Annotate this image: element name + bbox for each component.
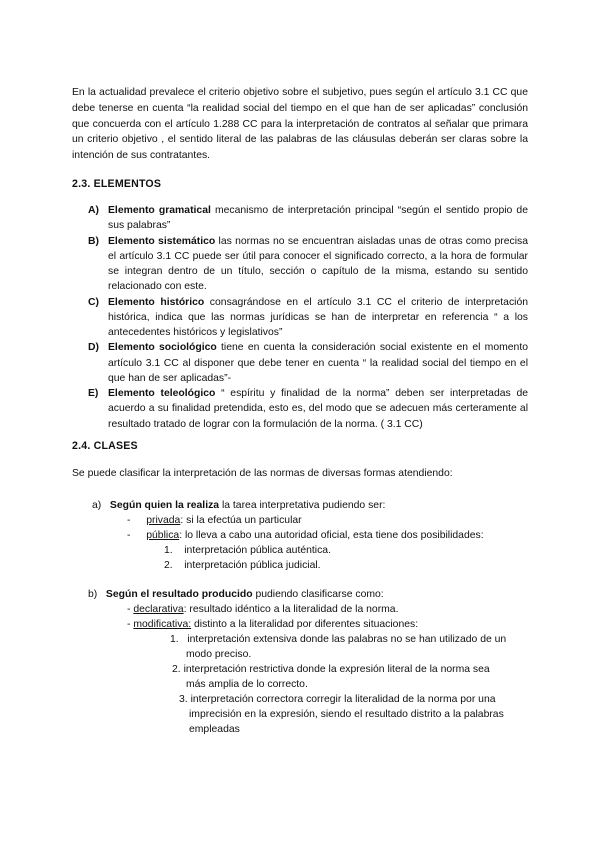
clase-b-declarativa: - declarativa: resultado idéntico a la literalidad de la norma.	[127, 604, 399, 615]
clase-b-sub-1-cont: modo preciso.	[186, 649, 252, 660]
clase-a-publica: - pública: lo lleva a cabo una autoridad oficial, esta tiene dos posibilidades:	[127, 530, 484, 541]
element-term: Elemento sistemático	[108, 235, 216, 247]
clase-b-sub-2-cont: más amplia de lo correcto.	[186, 679, 308, 690]
element-term: Elemento teleológico	[108, 388, 216, 400]
intro-paragraph: En la actualidad prevalece el criterio objetivo sobre el subjetivo, pues según el artículo 3.1 CC que debe tenerse en cuenta “la realidad social del tiempo en el que han de ser aplicadas” conclusión que concuerda con el artículo 1.288 CC para la interpretación de contratos al señalar que primara un criterio objetivo , el sentido literal de las palabras de las cláusulas deberán ser claras sobre la intención de sus contratantes.	[72, 87, 528, 162]
element-term: Elemento gramatical	[108, 205, 211, 216]
clases-intro: Se puede clasificar la interpretación de las normas de diversas formas atendiendo:	[72, 468, 453, 479]
element-item: B) Elemento sistemático las normas no se encuentran aisladas unas de otras como precisa el artículo 3.1 CC puede ser útil para conocer el significado correcto, a la hora de formular se integran dentro de un título, sección o capítulo de la misma, estando su sentido relacionado con este.	[88, 235, 528, 293]
clase-b-sub-2: 2. interpretación restrictiva donde la expresión literal de la norma sea	[172, 664, 490, 675]
heading-elementos: 2.3. ELEMENTOS	[72, 178, 162, 190]
element-term: Elemento histórico	[108, 296, 205, 308]
clase-a-sub-2: 2. interpretación pública judicial.	[164, 560, 321, 571]
clase-b-sub-3-cont2: empleadas	[189, 724, 240, 735]
element-term: Elemento sociológico	[108, 342, 217, 354]
clase-b-modificativa: - modificativa: distinto a la literalidad por diferentes situaciones:	[127, 619, 419, 630]
clase-b-line: b) Según el resultado producido pudiendo clasificarse como:	[88, 589, 384, 600]
clase-a-sub-1: 1. interpretación pública auténtica.	[164, 545, 331, 556]
clase-b-sub-1: 1. interpretación extensiva donde las palabras no se han utilizado de un	[170, 634, 507, 645]
clase-b-sub-3-cont: imprecisión en la expresión, siendo el resultado distrito a la palabras	[189, 709, 504, 720]
element-item: E) Elemento teleológico “ espíritu y finalidad de la norma” deben ser interpretadas de acuerdo a su finalidad pretendida, esto es, del modo que se adecuen más certeramente al resultado tratado de lograr con la formulación de la norma. ( 3.1 CC)	[88, 388, 528, 430]
element-item: C) Elemento histórico consagrándose en el artículo 3.1 CC el criterio de interpretación histórica, indica que las normas jurídicas se han de interpretar en referencia “ a los antecedentes históricos y legislativos”	[88, 296, 529, 338]
clase-a-privada: - privada: si la efectúa un particular	[127, 515, 302, 526]
element-item: A) Elemento gramatical mecanismo de interpretación principal “según el sentido propio de sus palabras”	[88, 205, 528, 232]
elements-list	[88, 203, 528, 432]
clase-a-line: a) Según quien la realiza la tarea interpretativa pudiendo ser:	[92, 500, 386, 511]
element-item: D) Elemento sociológico tiene en cuenta la consideración social existente en el momento artículo 3.1 CC al disponer que debe tener en cuenta “ la realidad social del tiempo en el que han de ser aplicadas”-	[88, 342, 528, 384]
heading-clases: 2.4. CLASES	[72, 440, 138, 452]
clase-b-sub-3: 3. interpretación correctora corregir la literalidad de la norma por una	[179, 694, 496, 705]
